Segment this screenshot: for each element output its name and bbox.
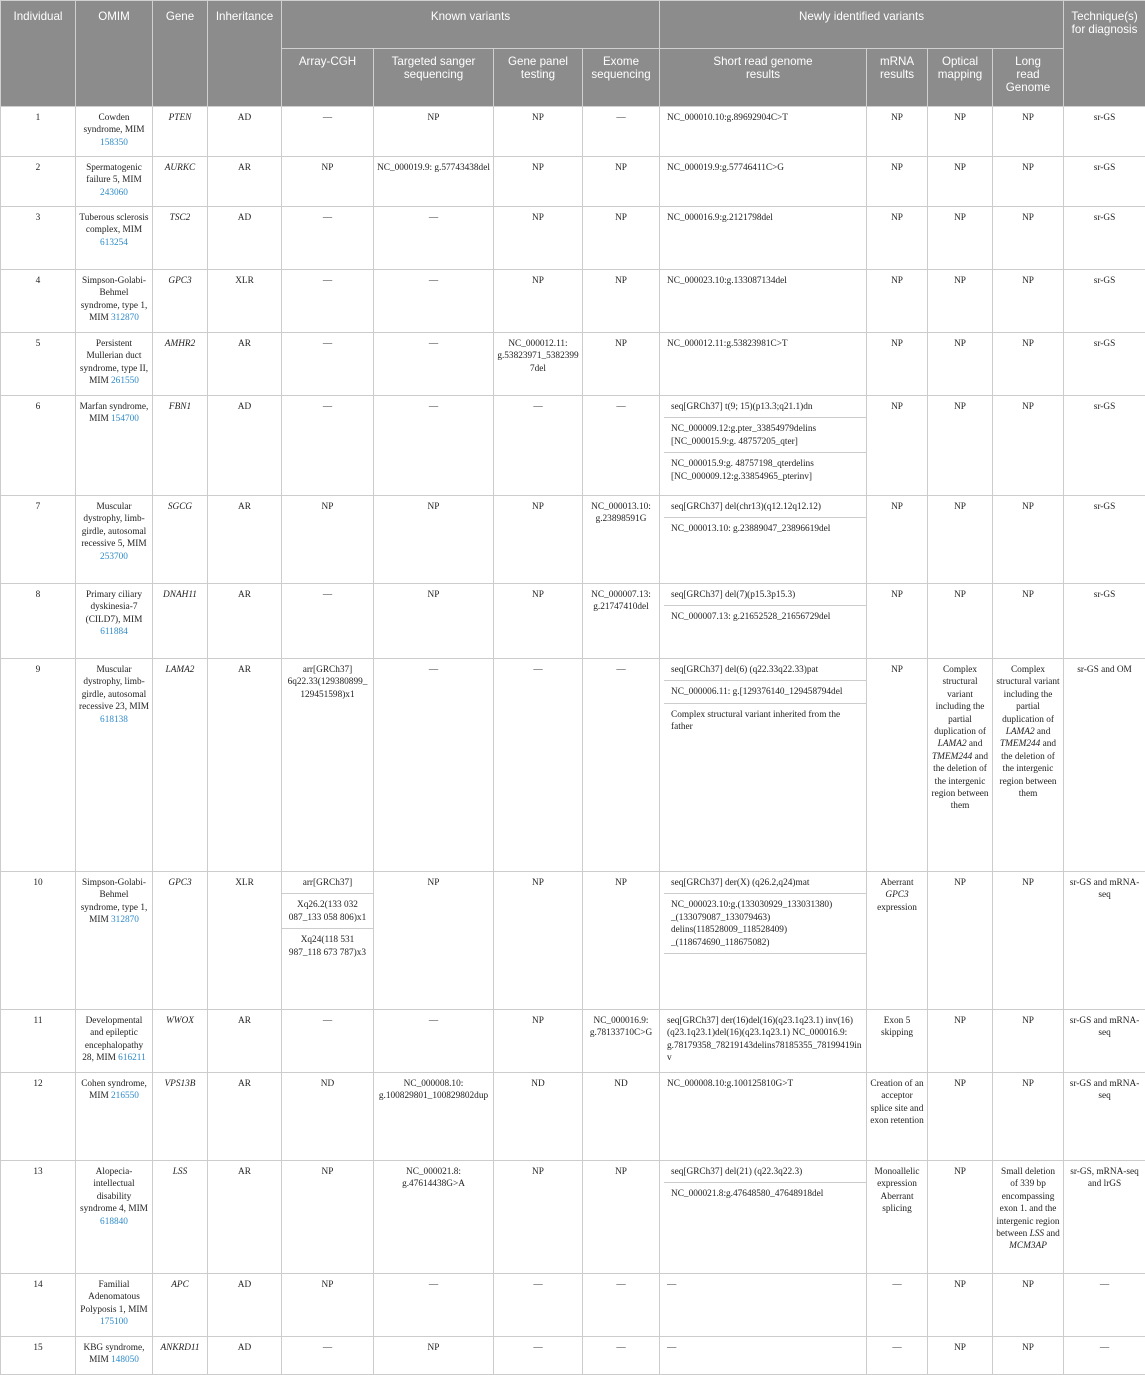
omim-text: Simpson-Golabi-Behmel syndrome, type 1, MIM <box>80 276 148 324</box>
cell-short-read <box>660 872 867 1010</box>
header-omim: OMIM <box>76 1 153 107</box>
cell-long-read: NP <box>993 207 1064 270</box>
table-body <box>1 107 1145 1375</box>
cell-array-cgh: — <box>282 333 374 396</box>
cell-short-read-stack <box>664 396 866 487</box>
cell-array-cgh: — <box>282 1337 374 1375</box>
cell-omim <box>76 107 153 157</box>
cell-gene: ANKRD11 <box>153 1337 208 1375</box>
cell-short-read: NC_000010.10:g.89692904C>T <box>660 107 867 157</box>
cell-panel: — <box>494 396 583 496</box>
cell-optical: NP <box>928 1161 993 1274</box>
cell-exome: NP <box>583 872 660 1010</box>
cell-long-read: NP <box>993 872 1064 1010</box>
cell-panel: ND <box>494 1073 583 1161</box>
cell-optical: NP <box>928 1337 993 1375</box>
text-part: and <box>1034 727 1051 738</box>
cell-panel: NP <box>494 496 583 584</box>
cell-technique: sr-GS <box>1064 584 1145 659</box>
header-exome: Exome sequencing <box>583 49 660 107</box>
cell-optical: NP <box>928 396 993 496</box>
cell-exome: NP <box>583 333 660 396</box>
cell-omim <box>76 157 153 207</box>
cell-array-cgh-part: Xq24(118 531 987_118 673 787)x3 <box>282 928 373 963</box>
table-row <box>1 157 1145 207</box>
text-part: Small deletion of 339 bp encompassing exon 1. and the intergenic region between <box>996 1167 1060 1240</box>
omim-text: Cowden syndrome, MIM <box>83 113 145 136</box>
cell-sanger: NP <box>374 1337 494 1375</box>
header-array-cgh: Array-CGH <box>282 49 374 107</box>
cell-short-read-stack <box>664 1161 866 1205</box>
cell-technique: sr-GS <box>1064 207 1145 270</box>
header-newly-identified: Newly identified variants <box>660 1 1064 49</box>
cell-exome: NP <box>583 270 660 333</box>
cell-sanger: NC_000019.9: g.57743438del <box>374 157 494 207</box>
cell-array-cgh <box>282 872 374 1010</box>
header-short-read: Short read genome results <box>660 49 867 107</box>
cell-panel: NC_000012.11: g.53823971_5382399 7del <box>494 333 583 396</box>
header-individual: Individual <box>1 1 76 107</box>
cell-optical: NP <box>928 1274 993 1337</box>
cell-inheritance: AD <box>208 396 282 496</box>
cell-omim <box>76 207 153 270</box>
omim-text: Tuberous sclerosis complex, MIM <box>79 213 149 236</box>
cell-short-read <box>660 659 867 872</box>
omim-text: Developmental and epileptic encephalopathy 28, MIM <box>82 1016 144 1064</box>
table-row <box>1 270 1145 333</box>
cell-array-cgh: — <box>282 1010 374 1073</box>
cell-exome: NP <box>583 1161 660 1274</box>
cell-panel: NP <box>494 270 583 333</box>
cell-technique: — <box>1064 1274 1145 1337</box>
cell-gene: TSC2 <box>153 207 208 270</box>
cell-short-read-stack <box>664 872 866 963</box>
cell-individual: 6 <box>1 396 76 496</box>
cell-short-read-part: NC_000009.12:g.pter_33854979delins [NC_000015.9:g. 48757205_qter] <box>664 417 866 452</box>
text-part: and the deletion of the intergenic region between them <box>999 739 1057 800</box>
table-row <box>1 1073 1145 1161</box>
cell-array-cgh: ND <box>282 1073 374 1161</box>
cell-exome: NC_000016.9: g.78133710C>G <box>583 1010 660 1073</box>
cell-mrna: NP <box>867 333 928 396</box>
cell-optical: NP <box>928 157 993 207</box>
cell-long-read: NP <box>993 107 1064 157</box>
cell-sanger: — <box>374 333 494 396</box>
cell-omim <box>76 659 153 872</box>
cell-technique: sr-GS <box>1064 157 1145 207</box>
gene-name: TMEM244 <box>1000 739 1041 750</box>
cell-omim <box>76 1274 153 1337</box>
cell-optical: NP <box>928 1073 993 1161</box>
omim-text: Primary ciliary dyskinesia-7 (CILD7), MIM <box>85 590 143 625</box>
header-known-variants: Known variants <box>282 1 660 49</box>
omim-link[interactable]: 158350 <box>100 137 128 148</box>
cell-array-cgh: NP <box>282 1274 374 1337</box>
cell-exome: — <box>583 1337 660 1375</box>
cell-exome: — <box>583 107 660 157</box>
cell-array-cgh: — <box>282 584 374 659</box>
cell-omim <box>76 1010 153 1073</box>
cell-sanger: — <box>374 396 494 496</box>
cell-optical: NP <box>928 1010 993 1073</box>
cell-gene: VPS13B <box>153 1073 208 1161</box>
omim-link[interactable]: 613254 <box>100 237 128 248</box>
header-optical: Optical mapping <box>928 49 993 107</box>
omim-link[interactable]: 261550 <box>111 376 139 387</box>
cell-individual: 8 <box>1 584 76 659</box>
cell-mrna: NP <box>867 496 928 584</box>
cell-short-read-part: NC_000007.13: g.21652528_21656729del <box>664 605 866 627</box>
omim-text: Spermatogenic failure 5, MIM <box>86 163 142 186</box>
table-row <box>1 207 1145 270</box>
cell-exome: — <box>583 659 660 872</box>
cell-array-cgh: NP <box>282 1161 374 1274</box>
omim-link[interactable]: 243060 <box>100 187 128 198</box>
cell-sanger: — <box>374 1010 494 1073</box>
text-part: and the deletion of the intergenic region between them <box>931 751 989 812</box>
cell-individual: 10 <box>1 872 76 1010</box>
table-row <box>1 1161 1145 1274</box>
cell-short-read-part: NC_000013.10: g.23889047_23896619del <box>664 517 866 539</box>
omim-text: Simpson-Golabi-Behmel syndrome, type 1, MIM <box>80 878 148 926</box>
cell-exome: NP <box>583 157 660 207</box>
cell-optical: NP <box>928 270 993 333</box>
cell-inheritance: AR <box>208 584 282 659</box>
cell-array-cgh-part: Xq26.2(133 032 087_133 058 806)x1 <box>282 893 373 928</box>
cell-inheritance: AR <box>208 1073 282 1161</box>
cell-inheritance: XLR <box>208 872 282 1010</box>
cell-gene: PTEN <box>153 107 208 157</box>
header-gene: Gene <box>153 1 208 107</box>
header-long-read: Long read Genome <box>993 49 1064 107</box>
cell-long-read: NP <box>993 1073 1064 1161</box>
cell-exome: NP <box>583 207 660 270</box>
cell-mrna: NP <box>867 584 928 659</box>
cell-sanger: NP <box>374 584 494 659</box>
omim-link[interactable]: 175100 <box>100 1317 128 1328</box>
cell-inheritance: AD <box>208 1337 282 1375</box>
omim-text: Familial Adenomatous Polyposis 1, MIM <box>80 1280 148 1315</box>
cell-mrna: Monoallelic expression Aberrant splicing <box>867 1161 928 1274</box>
cell-short-read-part: NC_000021.8:g.47648580_47648918del <box>664 1182 866 1204</box>
cell-mrna: NP <box>867 157 928 207</box>
cell-panel: NP <box>494 107 583 157</box>
cell-panel: NP <box>494 1010 583 1073</box>
cell-individual: 9 <box>1 659 76 872</box>
omim-link[interactable]: 618840 <box>100 1216 128 1227</box>
cell-inheritance: AD <box>208 207 282 270</box>
cell-individual: 4 <box>1 270 76 333</box>
cell-panel: — <box>494 1274 583 1337</box>
omim-text: Muscular dystrophy, limb-girdle, autosomal recessive 5, MIM <box>81 502 147 550</box>
table-row <box>1 1337 1145 1375</box>
cell-technique: sr-GS <box>1064 107 1145 157</box>
omim-text: KBG syndrome, MIM <box>83 1343 145 1366</box>
cell-individual: 12 <box>1 1073 76 1161</box>
cell-technique: sr-GS, mRNA-seq and lrGS <box>1064 1161 1145 1274</box>
cell-short-read-stack <box>664 659 866 738</box>
cell-technique: sr-GS and mRNA-seq <box>1064 1073 1145 1161</box>
cell-mrna: NP <box>867 659 928 872</box>
cell-omim <box>76 1337 153 1375</box>
cell-gene: APC <box>153 1274 208 1337</box>
cell-panel: NP <box>494 1161 583 1274</box>
cell-individual: 13 <box>1 1161 76 1274</box>
cell-omim <box>76 333 153 396</box>
cell-array-cgh: NP <box>282 157 374 207</box>
cell-sanger: — <box>374 207 494 270</box>
omim-link[interactable]: 216550 <box>111 1091 139 1102</box>
cell-short-read: — <box>660 1337 867 1375</box>
cell-long-read: NP <box>993 270 1064 333</box>
cell-inheritance: AD <box>208 107 282 157</box>
gene-name: MCM3AP <box>1009 1241 1047 1252</box>
cell-gene: LAMA2 <box>153 659 208 872</box>
cell-mrna: Exon 5 skipping <box>867 1010 928 1073</box>
cell-exome: NC_000013.10: g.23898591G <box>583 496 660 584</box>
cell-inheritance: AD <box>208 1274 282 1337</box>
cell-individual: 14 <box>1 1274 76 1337</box>
omim-text: Marfan syndrome, MIM <box>79 402 149 425</box>
omim-text: Persistent Mullerian duct syndrome, type II, MIM <box>79 339 149 387</box>
cell-short-read: seq[GRCh37] der(16)del(16)(q23.1q23.1) inv(16)(q23.1q23.1)del(16)(q23.1q23.1) NC_000016.9: g.78179358_78219143delins78185355_78199419inv <box>660 1010 867 1073</box>
cell-optical: NP <box>928 496 993 584</box>
cell-inheritance: AR <box>208 496 282 584</box>
cell-optical: NP <box>928 107 993 157</box>
cell-sanger: NP <box>374 496 494 584</box>
cell-short-read <box>660 396 867 496</box>
gene-name: LAMA2 <box>1005 727 1035 738</box>
cell-short-read: NC_000012.11:g.53823981C>T <box>660 333 867 396</box>
cell-individual: 11 <box>1 1010 76 1073</box>
cell-sanger: — <box>374 1274 494 1337</box>
cell-technique: sr-GS <box>1064 496 1145 584</box>
cell-omim <box>76 496 153 584</box>
text-part: Complex structural variant including the partial duplication of <box>996 665 1060 725</box>
cell-array-cgh: — <box>282 107 374 157</box>
cell-array-cgh-part: arr[GRCh37] <box>302 878 353 888</box>
cell-short-read <box>660 496 867 584</box>
table-row <box>1 1010 1145 1073</box>
cell-omim <box>76 1073 153 1161</box>
text-part: Aberrant <box>880 878 914 888</box>
table-row <box>1 396 1145 496</box>
cell-omim <box>76 872 153 1010</box>
cell-technique: sr-GS and mRNA-seq <box>1064 872 1145 1010</box>
cell-short-read-part: seq[GRCh37] der(X) (q26.2,q24)mat <box>671 878 810 888</box>
table-row <box>1 107 1145 157</box>
gene-name: LSS <box>1029 1229 1045 1240</box>
cell-long-read: NP <box>993 333 1064 396</box>
cell-gene: SGCG <box>153 496 208 584</box>
cell-gene: GPC3 <box>153 270 208 333</box>
cell-mrna: Creation of an acceptor splice site and exon retention <box>867 1073 928 1161</box>
cell-array-cgh: — <box>282 396 374 496</box>
cell-inheritance: AR <box>208 1010 282 1073</box>
cell-omim <box>76 584 153 659</box>
cell-long-read <box>993 659 1064 872</box>
cell-mrna: NP <box>867 396 928 496</box>
cell-long-read: NP <box>993 1010 1064 1073</box>
gene-name: TMEM244 <box>931 751 973 762</box>
cell-inheritance: AR <box>208 659 282 872</box>
cell-short-read-part: seq[GRCh37] t(9; 15)(p13.3;q21.1)dn <box>671 402 813 412</box>
cell-mrna: NP <box>867 270 928 333</box>
cell-gene: AMHR2 <box>153 333 208 396</box>
header-targeted-sanger: Targeted sanger sequencing <box>374 49 494 107</box>
cell-short-read: NC_000016.9:g.2121798del <box>660 207 867 270</box>
omim-link[interactable]: 618138 <box>100 714 128 725</box>
cell-omim <box>76 396 153 496</box>
gene-name: GPC3 <box>885 890 909 901</box>
omim-text: Alopecia-intellectual disability syndrome 4, MIM <box>80 1167 148 1215</box>
text-part: and <box>966 739 983 750</box>
cell-mrna: — <box>867 1337 928 1375</box>
cell-short-read-stack <box>664 584 866 628</box>
cell-short-read-part: seq[GRCh37] del(6) (q22.33q22.33)pat <box>671 665 819 675</box>
cell-gene: WWOX <box>153 1010 208 1073</box>
cell-individual: 3 <box>1 207 76 270</box>
table-row <box>1 584 1145 659</box>
cell-exome: — <box>583 1274 660 1337</box>
cell-exome: NC_000007.13: g.21747410del <box>583 584 660 659</box>
cell-panel: — <box>494 1337 583 1375</box>
cell-panel: NP <box>494 584 583 659</box>
cell-long-read: NP <box>993 157 1064 207</box>
cell-short-read-part: NC_000023.10:g.(133030929_133031380) _(133079087_133079463) delins(118528009_118528409) _(118674690_118675082) <box>664 893 866 953</box>
cell-panel: NP <box>494 157 583 207</box>
cell-short-read-part: seq[GRCh37] del(21) (q22.3q22.3) <box>671 1167 803 1177</box>
cell-short-read <box>660 1161 867 1274</box>
cell-inheritance: AR <box>208 333 282 396</box>
table-row <box>1 1274 1145 1337</box>
cell-short-read-stack <box>664 496 866 540</box>
cell-sanger: NP <box>374 872 494 1010</box>
cell-sanger: — <box>374 659 494 872</box>
cell-short-read: NC_000008.10:g.100125810G>T <box>660 1073 867 1161</box>
omim-link[interactable]: 312870 <box>111 915 139 926</box>
cell-array-cgh-stack <box>282 872 373 963</box>
cell-omim <box>76 270 153 333</box>
cell-long-read: NP <box>993 584 1064 659</box>
table-row <box>1 659 1145 872</box>
cell-long-read: NP <box>993 1337 1064 1375</box>
table-row <box>1 333 1145 396</box>
cell-long-read: NP <box>993 496 1064 584</box>
text-part: and <box>1044 1229 1060 1240</box>
cell-optical: NP <box>928 872 993 1010</box>
cell-panel: — <box>494 659 583 872</box>
cell-short-read-part: Complex structural variant inherited from the father <box>664 703 866 738</box>
cell-short-read-part: seq[GRCh37] del(chr13)(q12.12q12.12) <box>671 502 822 512</box>
cell-mrna <box>867 872 928 1010</box>
cell-inheritance: AR <box>208 1161 282 1274</box>
omim-text: Cohen syndrome, MIM <box>81 1079 147 1102</box>
omim-link[interactable]: 616211 <box>118 1053 146 1064</box>
text-part: Complex structural variant including the partial duplication of <box>934 665 986 738</box>
header-inheritance: Inheritance <box>208 1 282 107</box>
cell-short-read-part: NC_000006.11: g.[129376140_129458794del <box>664 680 866 702</box>
cell-array-cgh: — <box>282 207 374 270</box>
cell-optical <box>928 659 993 872</box>
cell-technique: sr-GS <box>1064 270 1145 333</box>
cell-panel: NP <box>494 207 583 270</box>
cell-optical: NP <box>928 333 993 396</box>
cell-optical: NP <box>928 584 993 659</box>
cell-long-read <box>993 1161 1064 1274</box>
header-gene-panel: Gene panel testing <box>494 49 583 107</box>
cell-short-read: NC_000019.9:g.57746411C>G <box>660 157 867 207</box>
cell-mrna: — <box>867 1274 928 1337</box>
omim-link[interactable]: 312870 <box>111 313 139 324</box>
cell-sanger: NP <box>374 107 494 157</box>
omim-link[interactable]: 148050 <box>111 1355 139 1366</box>
cell-individual: 1 <box>1 107 76 157</box>
cell-omim <box>76 1161 153 1274</box>
cell-array-cgh: NP <box>282 496 374 584</box>
cell-technique: sr-GS and OM <box>1064 659 1145 872</box>
cell-optical: NP <box>928 207 993 270</box>
cell-sanger: — <box>374 270 494 333</box>
cell-individual: 15 <box>1 1337 76 1375</box>
cell-individual: 2 <box>1 157 76 207</box>
cell-gene: AURKC <box>153 157 208 207</box>
cell-gene: GPC3 <box>153 872 208 1010</box>
cell-short-read-part: seq[GRCh37] del(7)(p15.3p15.3) <box>671 590 796 600</box>
cell-technique: sr-GS <box>1064 396 1145 496</box>
cell-mrna: NP <box>867 107 928 157</box>
text-part: expression <box>877 902 917 913</box>
cell-mrna: NP <box>867 207 928 270</box>
cell-inheritance: XLR <box>208 270 282 333</box>
cell-array-cgh: arr[GRCh37] 6q22.33(129380899_ 129451598)x1 <box>282 659 374 872</box>
table-row <box>1 872 1145 1010</box>
omim-link[interactable]: 611884 <box>100 627 128 638</box>
cell-technique: sr-GS <box>1064 333 1145 396</box>
cell-panel: NP <box>494 872 583 1010</box>
omim-link[interactable]: 154700 <box>111 414 139 425</box>
cell-array-cgh: — <box>282 270 374 333</box>
cell-long-read: NP <box>993 396 1064 496</box>
gene-name: LAMA2 <box>937 739 967 750</box>
cell-technique: sr-GS and mRNA-seq <box>1064 1010 1145 1073</box>
cell-long-read: NP <box>993 1274 1064 1337</box>
table-row <box>1 496 1145 584</box>
cell-technique: — <box>1064 1337 1145 1375</box>
cell-short-read-part: NC_000015.9:g. 48757198_qterdelins [NC_000009.12:g.33854965_pterinv] <box>664 452 866 487</box>
cell-inheritance: AR <box>208 157 282 207</box>
cell-gene: FBN1 <box>153 396 208 496</box>
cell-exome: ND <box>583 1073 660 1161</box>
header-mrna: mRNA results <box>867 49 928 107</box>
omim-link[interactable]: 253700 <box>100 551 128 562</box>
cell-short-read-part <box>664 953 866 963</box>
cell-sanger: NC_000021.8: g.47614438G>A <box>374 1161 494 1274</box>
cell-short-read <box>660 584 867 659</box>
cell-short-read: — <box>660 1274 867 1337</box>
header-technique: Technique(s) for diagnosis <box>1064 1 1145 107</box>
omim-text: Muscular dystrophy, limb-girdle, autosomal recessive 23, MIM <box>79 665 149 713</box>
cell-exome: — <box>583 396 660 496</box>
cell-short-read: NC_000023.10:g.133087134del <box>660 270 867 333</box>
cell-gene: LSS <box>153 1161 208 1274</box>
cell-gene: DNAH11 <box>153 584 208 659</box>
cell-individual: 7 <box>1 496 76 584</box>
cell-individual: 5 <box>1 333 76 396</box>
cell-sanger: NC_000008.10: g.100829801_100829802dup <box>374 1073 494 1161</box>
